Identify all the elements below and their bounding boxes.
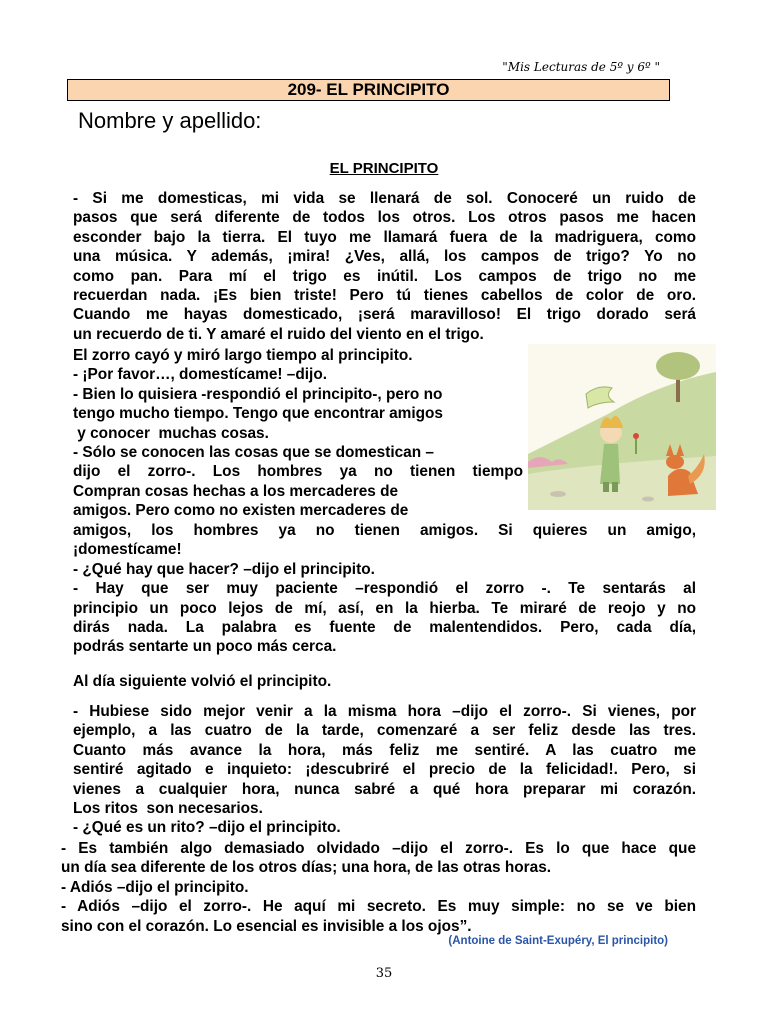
text-line: - Hay que ser muy paciente –respondió el zorro -. Te sentarás al xyxy=(73,580,696,598)
text-line: principio un poco lejos de mí, así, en la hierba. Te miraré de reojo y no xyxy=(73,599,696,617)
text-line: y conocer muchas cosas. xyxy=(73,424,269,442)
text-line: podrás sentarte un poco más cerca. xyxy=(73,638,337,656)
text-line: - Adiós –dijo el zorro-. He aquí mi secreto. Es muy simple: no se ve bien xyxy=(61,898,696,916)
text-line: Los ritos son necesarios. xyxy=(73,800,263,818)
citation: (Antoine de Saint-Exupéry, El principito) xyxy=(448,935,668,947)
text-line: - Bien lo quisiera -respondió el principito-, pero no xyxy=(73,385,443,403)
page-number: 35 xyxy=(375,966,393,981)
text-line: - Si me domesticas, mi vida se llenará de sol. Conoceré un ruido de xyxy=(73,190,696,207)
little-prince-illustration xyxy=(528,344,716,510)
paragraph-4 xyxy=(73,672,696,691)
text-line: un día sea diferente de los otros días; una hora, de las otras horas. xyxy=(61,859,552,877)
text-line: - Hubiese sido mejor venir a la misma hora –dijo el zorro-. Si vienes, por xyxy=(73,703,696,720)
text-line: como pan. Para mí el trigo es inútil. Los campos de trigo no me xyxy=(73,267,696,285)
text-line: - ¡Por favor…, domestícame! –dijo. xyxy=(73,366,327,384)
text-line: tengo mucho tiempo. Tengo que encontrar amigos xyxy=(73,405,443,423)
text-line: sentiré agitado e inquieto: ¡descubriré el precio de la felicidad!. Pero, si xyxy=(73,761,696,779)
text-line: Compran cosas hechas a los mercaderes de xyxy=(73,482,399,500)
text-line: Cuanto más avance la hora, más feliz me sentiré. A las cuatro me xyxy=(73,741,696,759)
text-line: Cuando me hayas domesticado, ¡será maravilloso! El trigo dorado será xyxy=(73,306,696,324)
page-title: 209- EL PRINCIPITO xyxy=(67,79,670,101)
paragraph-3 xyxy=(73,521,696,657)
paragraph-2 xyxy=(73,346,523,521)
text-line: Al día siguiente volvió el principito. xyxy=(73,673,332,690)
text-line: ejemplo, a las cuatro de la tarde, comenzaré a ser feliz desde las tres. xyxy=(73,722,696,740)
text-line: amigos, los hombres ya no tienen amigos. Si quieres un amigo, xyxy=(73,522,696,539)
text-line: ¡domestícame! xyxy=(73,541,182,559)
text-line: esconder bajo la tierra. El tuyo me llamará fuera de la madriguera, como xyxy=(73,228,696,246)
paragraph-1 xyxy=(73,189,696,344)
text-line: amigos. Pero como no existen mercaderes de xyxy=(73,502,409,520)
text-line: dirás nada. La palabra es fuente de malentendidos. Pero, cada día, xyxy=(73,619,696,637)
text-line: vienes a cualquier hora, nunca sabré a qué hora preparar mi corazón. xyxy=(73,780,696,798)
text-line: - ¿Qué hay que hacer? –dijo el principito. xyxy=(73,560,375,578)
text-line: recuerdan nada. ¡Es bien triste! Pero tú tienes cabellos de color de oro. xyxy=(73,287,696,305)
paragraph-5 xyxy=(73,702,696,838)
text-line: sino con el corazón. Lo esencial es invisible a los ojos”. xyxy=(61,917,472,935)
text-line: El zorro cayó y miró largo tiempo al principito. xyxy=(73,347,413,364)
text-line: - Sólo se conocen las cosas que se domestican – xyxy=(73,444,434,462)
name-label: Nombre y apellido: xyxy=(78,108,262,133)
text-line: un recuerdo de ti. Y amaré el ruido del viento en el trigo. xyxy=(73,325,484,343)
text-line: - Adiós –dijo el principito. xyxy=(61,878,249,896)
header-note: "Mis Lecturas de 5º y 6º " xyxy=(502,60,660,74)
text-line: - ¿Qué es un rito? –dijo el principito. xyxy=(73,819,341,837)
text-line: pasos que será diferente de todos los otros. Los otros pasos me hacen xyxy=(73,209,696,227)
text-line: una música. Y además, ¡mira! ¿Ves, allá, los campos de trigo? Yo no xyxy=(73,248,696,266)
paragraph-6 xyxy=(61,839,696,936)
story-heading: EL PRINCIPITO xyxy=(329,160,439,177)
text-line: dijo el zorro-. Los hombres ya no tienen tiempo xyxy=(73,463,523,481)
text-line: - Es también algo demasiado olvidado –dijo el zorro-. Es lo que hace que xyxy=(61,840,696,857)
